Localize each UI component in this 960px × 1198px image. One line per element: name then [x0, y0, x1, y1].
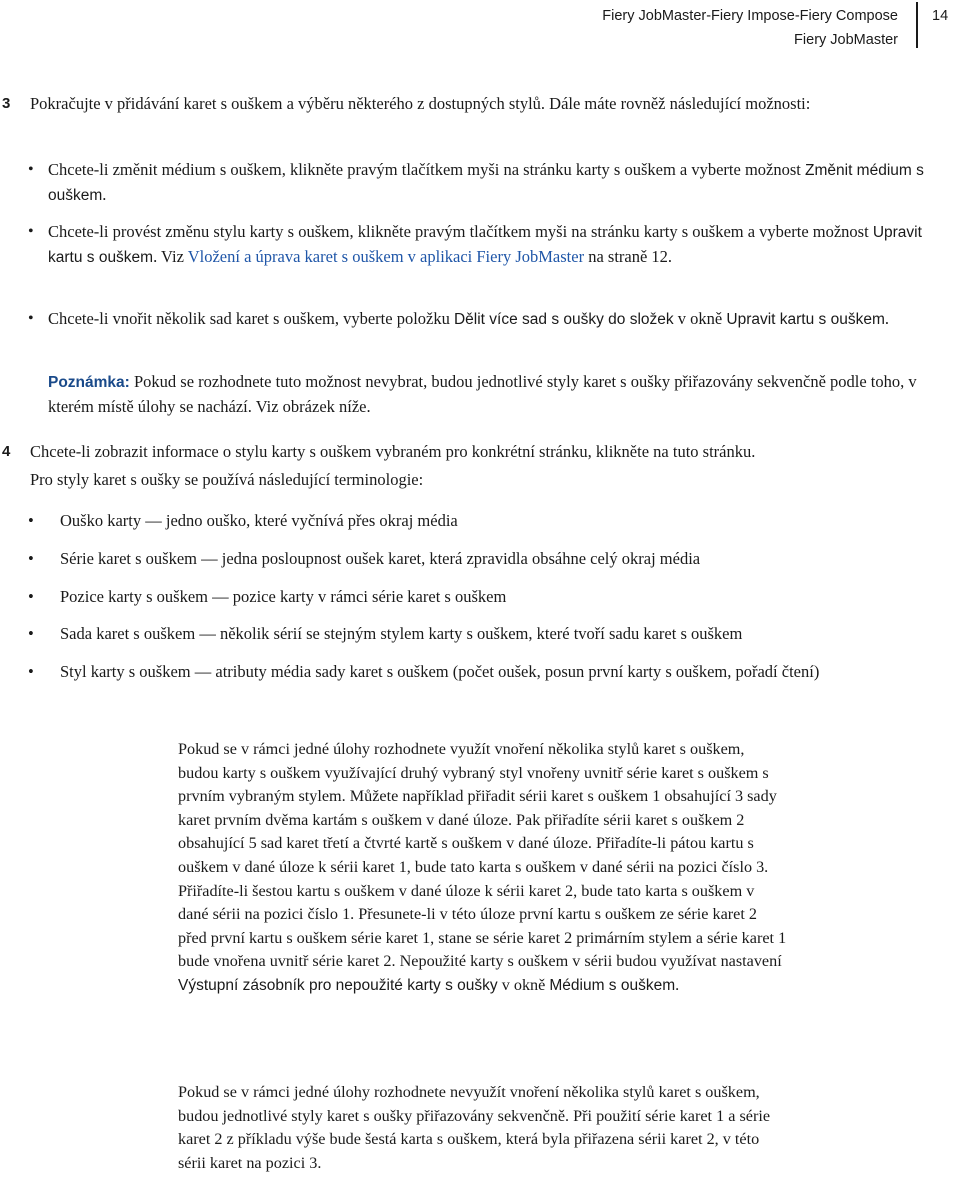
- term-name: Styl karty s ouškem: [60, 662, 191, 681]
- term-definition: jedna posloupnost oušek karet, která zpravidla obsáhne celý okraj média: [221, 549, 701, 568]
- bullet-icon: •: [28, 549, 34, 568]
- figure-paragraph-nested: Pokud se v rámci jedné úlohy rozhodnete využít vnoření několika stylů karet s ouškem, budou karty s ouškem využívající druhý vybraný styl vnořeny uvnitř série karet s ouškem s prvním vybraným stylem. Můžete například přiřadit sérii karet s ouškem 1 obsahující 3 sady karet prvním dvěma kartám s ouškem v dané úloze. Pak přiřadíte sérii karet s ouškem 2 obsahující 5 sad karet třetí a čtvrté kartě s ouškem v dané úloze. Přiřadíte-li pátou kartu s ouškem v dané úloze k sérii karet 1, bude tato karta s ouškem v dané sérii na pozici číslo 3. Přiřadíte-li šestou kartu s ouškem v dané úloze k sérii karet 2, bude tato karta s ouškem v dané sérii na pozici číslo 1. Přesunete-li v této úloze první kartu s ouškem ze série karet 2 před první kartu s ouškem série karet 1, stane se série karet 2 primárním stylem a série karet 1 bude vnořena uvnitř série karet 2. Nepoužité karty s ouškem v sérii budou využívat nastavení Výstupní zásobník pro nepoužité karty s oušky v okně Médium s ouškem.: [178, 740, 787, 994]
- header-title-line1: Fiery JobMaster-Fiery Impose-Fiery Compose: [602, 8, 898, 24]
- step-text: Pokračujte v přidávání karet s ouškem a výběru některého z dostupných stylů. Dále máte rovněž následující možnosti:: [30, 94, 811, 113]
- term-definition: pozice karty v rámci série karet s ouškem: [232, 587, 507, 606]
- note-label: Poznámka:: [48, 374, 130, 391]
- ui-term: Výstupní zásobník pro nepoužité karty s oušky: [178, 976, 498, 994]
- term-definition: jedno ouško, které vyčnívá přes okraj média: [165, 511, 458, 530]
- header-title-line2: Fiery JobMaster: [794, 32, 898, 48]
- note: [48, 370, 938, 419]
- ui-term: Upravit kartu s ouškem: [726, 311, 885, 328]
- bullet-icon: •: [28, 161, 34, 178]
- term-definition: několik sérií se stejným stylem karty s ouškem, které tvoří sadu karet s ouškem: [219, 624, 743, 643]
- ui-term: Dělit více sad s oušky do složek: [453, 311, 674, 328]
- list-item-text: Chcete-li změnit médium s ouškem, klikněte pravým tlačítkem myši na stránku karty s ouškem a vyberte možnost Změnit médium s ouškem.: [48, 160, 924, 204]
- bullet-icon: •: [28, 511, 34, 530]
- list-item-text: Chcete-li provést změnu stylu karty s ouškem, klikněte pravým tlačítkem myši na stránku karty s ouškem a vyberte možnost Upravit kartu s ouškem. Viz Vložení a úprava karet s ouškem v aplikaci Fiery JobMaster na straně 12.: [48, 222, 922, 266]
- header-titles: [602, 4, 898, 52]
- note-text: Pokud se rozhodnete tuto možnost nevybrat, budou jednotlivé styly karet s oušky přiřazovány sekvenčně podle toho, v kterém místě úlohy se nachází. Viz obrázek níže.: [48, 372, 917, 416]
- ui-term: Upravit kartu s ouškem: [48, 224, 922, 266]
- term-name: Sada karet s ouškem: [60, 624, 196, 643]
- term-name: Série karet s ouškem: [60, 549, 198, 568]
- bullet-icon: •: [28, 662, 34, 681]
- step-number: 4: [2, 443, 11, 460]
- term-definition: atributy média sady karet s ouškem (počet oušek, posun první karty s ouškem, pořadí čtení): [215, 662, 820, 681]
- term-name: Pozice karty s ouškem: [60, 587, 209, 606]
- list-item-text: Chcete-li vnořit několik sad karet s ouškem, vyberte položku Dělit více sad s oušky do složek v okně Upravit kartu s ouškem.: [48, 309, 889, 328]
- bullet-icon: •: [28, 223, 34, 240]
- term-name: Ouško karty: [60, 511, 142, 530]
- bullet-icon: •: [28, 310, 34, 327]
- figure-paragraph-sequential: Pokud se v rámci jedné úlohy rozhodnete nevyužít vnoření několika stylů karet s ouškem, budou jednotlivé styly karet s oušky přiřazovány sekvenčně. Při použití série karet 1 a série karet 2 z příkladu výše bude šestá karta s ouškem, která byla přiřazena sérii karet 2, v této sérii karet na pozici 3.: [178, 1083, 771, 1172]
- ui-term: Změnit médium s ouškem: [48, 162, 924, 204]
- step-number: 3: [2, 95, 11, 112]
- bullet-icon: •: [28, 587, 34, 606]
- page-header: [0, 0, 960, 52]
- cross-reference-link[interactable]: Vložení a úprava karet s ouškem v aplikaci Fiery JobMaster: [187, 247, 585, 266]
- bullet-icon: •: [28, 624, 34, 643]
- ui-term: Médium s ouškem: [549, 976, 676, 994]
- terminology-intro: Pro styly karet s oušky se používá následující terminologie:: [30, 470, 424, 489]
- step-text: Chcete-li zobrazit informace o stylu karty s ouškem vybraném pro konkrétní stránku, klikněte na tuto stránku.: [30, 442, 756, 461]
- header-divider: [916, 2, 918, 48]
- page-number: 14: [932, 8, 949, 24]
